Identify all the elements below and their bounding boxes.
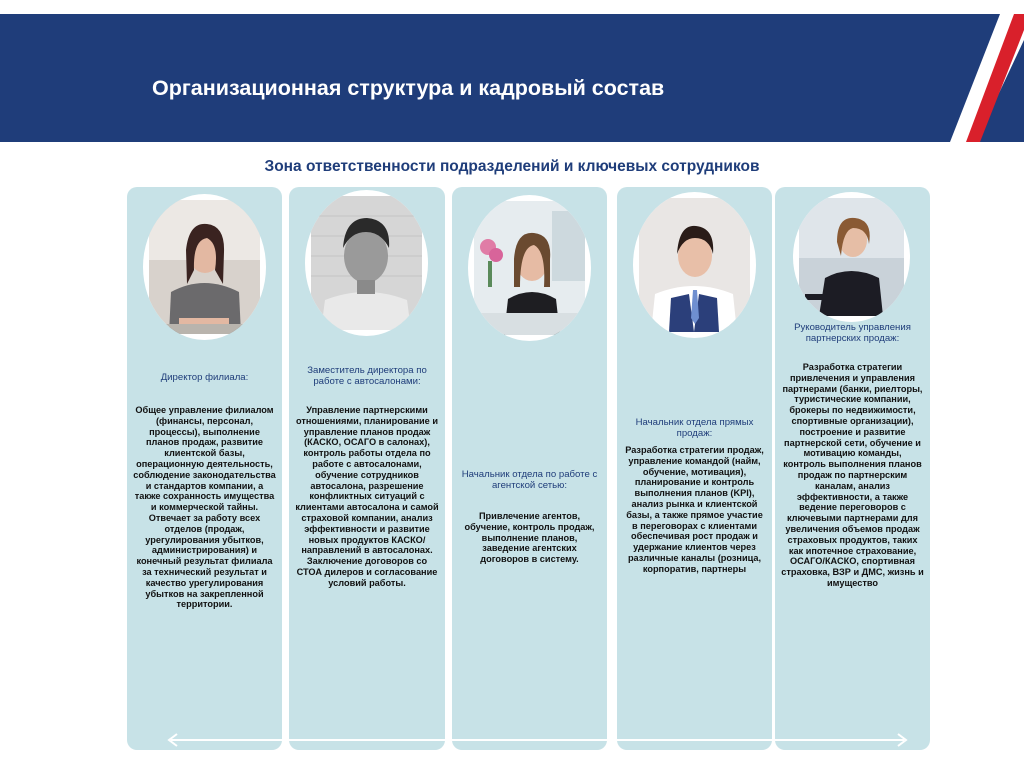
employee-card-agency-head bbox=[452, 187, 607, 750]
role-description: Привлечение агентов, обучение, контроль продаж, выполнение планов, заведение агентских договоров в систему. bbox=[464, 511, 595, 565]
section-subtitle: Зона ответственности подразделений и ключевых сотрудников bbox=[264, 158, 760, 175]
employee-card-partner-sales bbox=[775, 187, 930, 750]
woman-uniform-photo-icon bbox=[633, 192, 756, 338]
woman-office-photo-icon bbox=[468, 195, 591, 341]
young-man-photo-icon bbox=[305, 190, 428, 336]
role-title: Начальник отдела по работе с агентской сетью: bbox=[461, 469, 598, 491]
role-description: Управление партнерскими отношениями, планирование и управление планов продаж (КАСКО, ОСАГО в салонах), контроль работы отдела по работе с автосалонами, обучение сотрудников автосалона, разрешение конфликтных ситуаций с клиентами автосалона и самой страховой компании, анализ эффективности и развитие новых продуктов КАСКО/направлений в автосалонах. Заключение договоров со СТОА дилеров и согласование условий работы. bbox=[295, 405, 439, 588]
double-arrow-icon bbox=[165, 733, 910, 747]
woman-executive-photo-icon bbox=[793, 192, 910, 322]
role-title: Директор филиала: bbox=[160, 372, 249, 383]
employee-card-deputy bbox=[289, 187, 445, 750]
role-title: Начальник отдела прямых продаж: bbox=[635, 417, 754, 439]
role-description: Разработка стратегии привлечения и управления партнерами (банки, риелторы, туристические компании, брокеры по недвижимости, спортивные организации), построение и развитие партнерской сети, обучение и мотивацию команды, контроль выполнения планов продаж по партнерским каналам, анализ эффективности, а также ведение переговоров с ключевыми партнерами для увеличения объемов продаж страховых продуктов, таких как ипотечное страхование, ОСАГО/КАСКО, спортивная страховка, ВЗР и ДМС, жизнь и имущество bbox=[781, 362, 924, 588]
role-title: Руководитель управления партнерских продаж: bbox=[794, 322, 911, 344]
header-banner bbox=[0, 14, 1024, 142]
employee-card-director bbox=[127, 187, 282, 750]
page-title: Организационная структура и кадровый состав bbox=[152, 76, 665, 100]
role-title: Заместитель директора по работе с автосалонами: bbox=[307, 365, 427, 387]
decorative-stripes bbox=[940, 0, 1024, 142]
role-description: Общее управление филиалом (финансы, персонал, процессы), выполнение планов продаж, развитие клиентской базы, операционную деятельность, соблюдение законодательства и стандартов компании, а также сохранность имущества и коммерческой тайны. Отвечает за работу всех отделов (продаж, урегулирования убытков, администрирования) и конечный результат филиала за технический результат и качество урегулирования убытков на закрепленной территории. bbox=[133, 405, 276, 610]
woman-director-photo-icon bbox=[143, 194, 266, 340]
employee-card-direct-sales bbox=[617, 187, 772, 750]
role-description: Разработка стратегии продаж, управление командой (найм, обучение, мотивация), планирование и контроль выполнения планов (KPI), анализ рынка и клиентской базы, а также прямое участие в переговорах с клиентами обеспечивая рост продаж и удержание клиентов через различные каналы (розница, корпоратив, партнеры bbox=[625, 445, 764, 574]
